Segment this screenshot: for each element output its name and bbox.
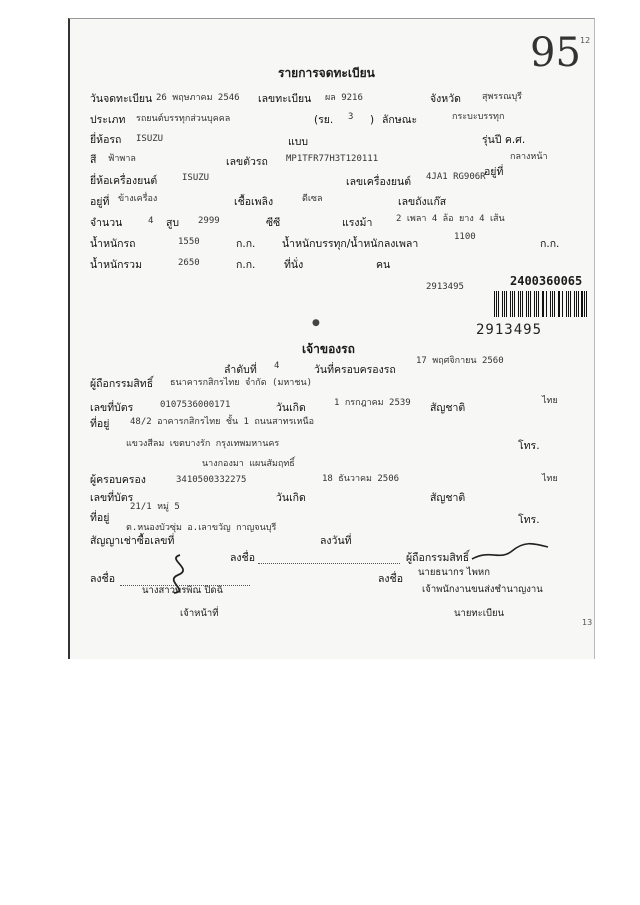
engine-no-value: 4JA1 RG906R	[426, 172, 486, 182]
addr-value-2: แขวงสีลม เขตบางรัก กรุงเทพมหานคร	[126, 439, 280, 449]
body-value: กระบะบรรทุก	[452, 112, 505, 122]
barcode-bar	[494, 291, 495, 317]
ref-small: 2913495	[426, 282, 464, 292]
holder-id-value: 3410500332275	[176, 475, 247, 485]
cc-label: ซีซี	[266, 217, 281, 229]
registrar-position: เจ้าพนักงานขนส่งชำนาญงาน	[422, 584, 543, 595]
chassis-value: MP1TFR77H3T120111	[286, 154, 379, 164]
plate-value: ผล 9216	[325, 93, 363, 103]
barcode-bar	[574, 291, 575, 317]
officer-left-name: นางสาวพรพิณ ปิดฉิ	[142, 585, 224, 596]
sign-label-3: ลงชื่อ	[378, 573, 403, 585]
registration-title: รายการจดทะเบียน	[278, 66, 375, 80]
nat-label: สัญชาติ	[430, 402, 466, 414]
seats-label: ที่นั่ง	[284, 259, 304, 271]
sign-label-1: ลงชื่อ	[230, 552, 255, 564]
kg-2: ก.ก.	[540, 238, 560, 250]
hp-label: แรงม้า	[342, 217, 373, 229]
location-label: อยู่ที่	[484, 166, 504, 178]
barcode-bar	[558, 291, 559, 317]
holder-nat-label: สัญชาติ	[430, 492, 466, 504]
registration-sheet	[68, 18, 595, 659]
handwritten-number: 95	[530, 30, 581, 76]
holder-addr-value-2: ต.หนองบัวซุ่ม อ.เลาขวัญ กาญจนบุรี	[126, 523, 277, 533]
sign-label-2: ลงชื่อ	[90, 573, 115, 585]
addr-label: ที่อยู่	[90, 418, 110, 430]
barcode-bar	[543, 291, 544, 317]
plate-label: เลขทะเบียน	[258, 93, 312, 105]
holder-nat-value: ไทย	[542, 474, 558, 484]
reg-date-value: 26 พฤษภาคม 2546	[156, 93, 240, 103]
holder-addr-label: ที่อยู่	[90, 512, 110, 524]
chassis-label: เลขตัวรถ	[226, 156, 268, 168]
owner-label: ผู้ถือกรรมสิทธิ์	[90, 378, 154, 390]
fuel-label: เชื้อเพลิง	[234, 196, 274, 208]
seq-value: 4	[274, 361, 280, 371]
color-label: สี	[90, 154, 97, 166]
engine-no-label: เลขเครื่องยนต์	[346, 176, 412, 188]
load-label: น้ำหนักบรรทุก/น้ำหนักลงเพลา	[282, 238, 419, 250]
registrar-name: นายธนากร ไพหก	[418, 567, 490, 578]
owner-title: เจ้าของรถ	[302, 342, 355, 356]
province-label: จังหวัด	[430, 93, 461, 105]
seq-label: ลำดับที่	[224, 364, 257, 376]
total-label: น้ำหนักรวม	[90, 259, 142, 271]
barcode-bar	[530, 291, 531, 317]
contract-label: สัญญาเช่าซื้อเลขที่	[90, 535, 175, 547]
owner-signature-icon	[470, 539, 550, 565]
barcode-bar	[562, 291, 563, 317]
dob-label: วันเกิด	[276, 402, 306, 414]
total-value: 2650	[178, 258, 200, 268]
registrar-title: นายทะเบียน	[454, 608, 505, 619]
location-value: กลางหน้า	[510, 152, 548, 162]
barcode	[494, 291, 590, 317]
load-value: 1100	[454, 232, 476, 242]
seats-unit: คน	[376, 259, 391, 271]
barcode-bar	[518, 291, 519, 317]
province-value: สุพรรณบุรี	[482, 92, 522, 102]
holder-label: ผู้ครอบครอง	[90, 474, 146, 486]
axle-value: 2 เพลา 4 ล้อ ยาง 4 เส้น	[396, 214, 505, 224]
rs-value: 3	[348, 112, 354, 122]
barcode-bar	[514, 291, 515, 317]
own-date-label: วันที่ครอบครองรถ	[314, 364, 396, 376]
seal-icon: ●	[312, 318, 320, 328]
addr-value-1: 48/2 อาคารกสิกรไทย ชั้น 1 ถนนสาทรเหนือ	[130, 417, 314, 427]
barcode-bar	[546, 291, 547, 317]
holder-id-label: เลขที่บัตร	[90, 492, 134, 504]
rs-close: )	[370, 114, 375, 126]
barcode-bar	[586, 291, 587, 317]
barcode-number: 2400360065	[510, 274, 583, 288]
rs-label: (รย.	[314, 114, 334, 126]
engine-brand-value: ISUZU	[182, 173, 210, 183]
id-label: เลขที่บัตร	[90, 402, 134, 414]
dob-value: 1 กรกฎาคม 2539	[334, 398, 411, 408]
holder-dob-label: วันเกิด	[276, 492, 306, 504]
kg-3: ก.ก.	[236, 259, 256, 271]
type-value: รถยนต์บรรทุกส่วนบุคคล	[136, 114, 231, 124]
engine-loc-value: ข้างเครื่อง	[118, 194, 158, 204]
cc-value: 2999	[198, 216, 220, 226]
cyl-label: สูบ	[166, 217, 180, 229]
holder-name: นางกองมา แผนสัมฤทธิ์	[202, 459, 295, 469]
gas-label: เลขถังแก๊ส	[398, 196, 447, 208]
officer-left-title: เจ้าหน้าที่	[180, 608, 219, 619]
reg-date-label: วันจดทะเบียน	[90, 93, 153, 105]
fuel-value: ดีเซล	[302, 194, 323, 204]
qty-value: 4	[148, 216, 154, 226]
big-stamp-number: 2913495	[476, 322, 543, 338]
holder-tel-label: โทร.	[518, 514, 540, 526]
barcode-bar	[538, 291, 539, 317]
kg-1: ก.ก.	[236, 238, 256, 250]
tel-label: โทร.	[518, 440, 540, 452]
engine-brand-label: ยี่ห้อเครื่องยนต์	[90, 175, 158, 187]
own-date-value: 17 พฤศจิกายน 2560	[416, 356, 504, 366]
barcode-bar	[526, 291, 527, 317]
body-label: ลักษณะ	[382, 114, 418, 126]
barcode-bar	[581, 291, 582, 317]
weight-value: 1550	[178, 237, 200, 247]
barcode-bar	[566, 291, 567, 317]
owner-sig-label: ผู้ถือกรรมสิทธิ์	[406, 552, 470, 564]
model-label: แบบ	[288, 136, 309, 148]
engine-loc-label: อยู่ที่	[90, 196, 110, 208]
brand-value: ISUZU	[136, 134, 164, 144]
barcode-bar	[502, 291, 503, 317]
brand-label: ยี่ห้อรถ	[90, 134, 122, 146]
holder-dob-value: 18 ธันวาคม 2506	[322, 474, 400, 484]
sign-line-1	[258, 563, 400, 564]
owner-value: ธนาคารกสิกรไทย จำกัด (มหาชน)	[170, 378, 313, 388]
nat-value: ไทย	[542, 396, 558, 406]
id-value: 0107536000171	[160, 400, 231, 410]
year-label: รุ่นปี ค.ศ.	[482, 134, 526, 146]
contract-date-label: ลงวันที่	[320, 535, 352, 547]
qty-label: จำนวน	[90, 217, 123, 229]
weight-label: น้ำหนักรถ	[90, 238, 136, 250]
holder-addr-value-1: 21/1 หมู่ 5	[130, 502, 180, 512]
type-label: ประเภท	[90, 114, 126, 126]
page-number-top: 12	[580, 36, 591, 45]
page-number-bottom: 13	[582, 618, 593, 627]
color-value: ฟ้าพาล	[108, 154, 136, 164]
barcode-bar	[506, 291, 507, 317]
